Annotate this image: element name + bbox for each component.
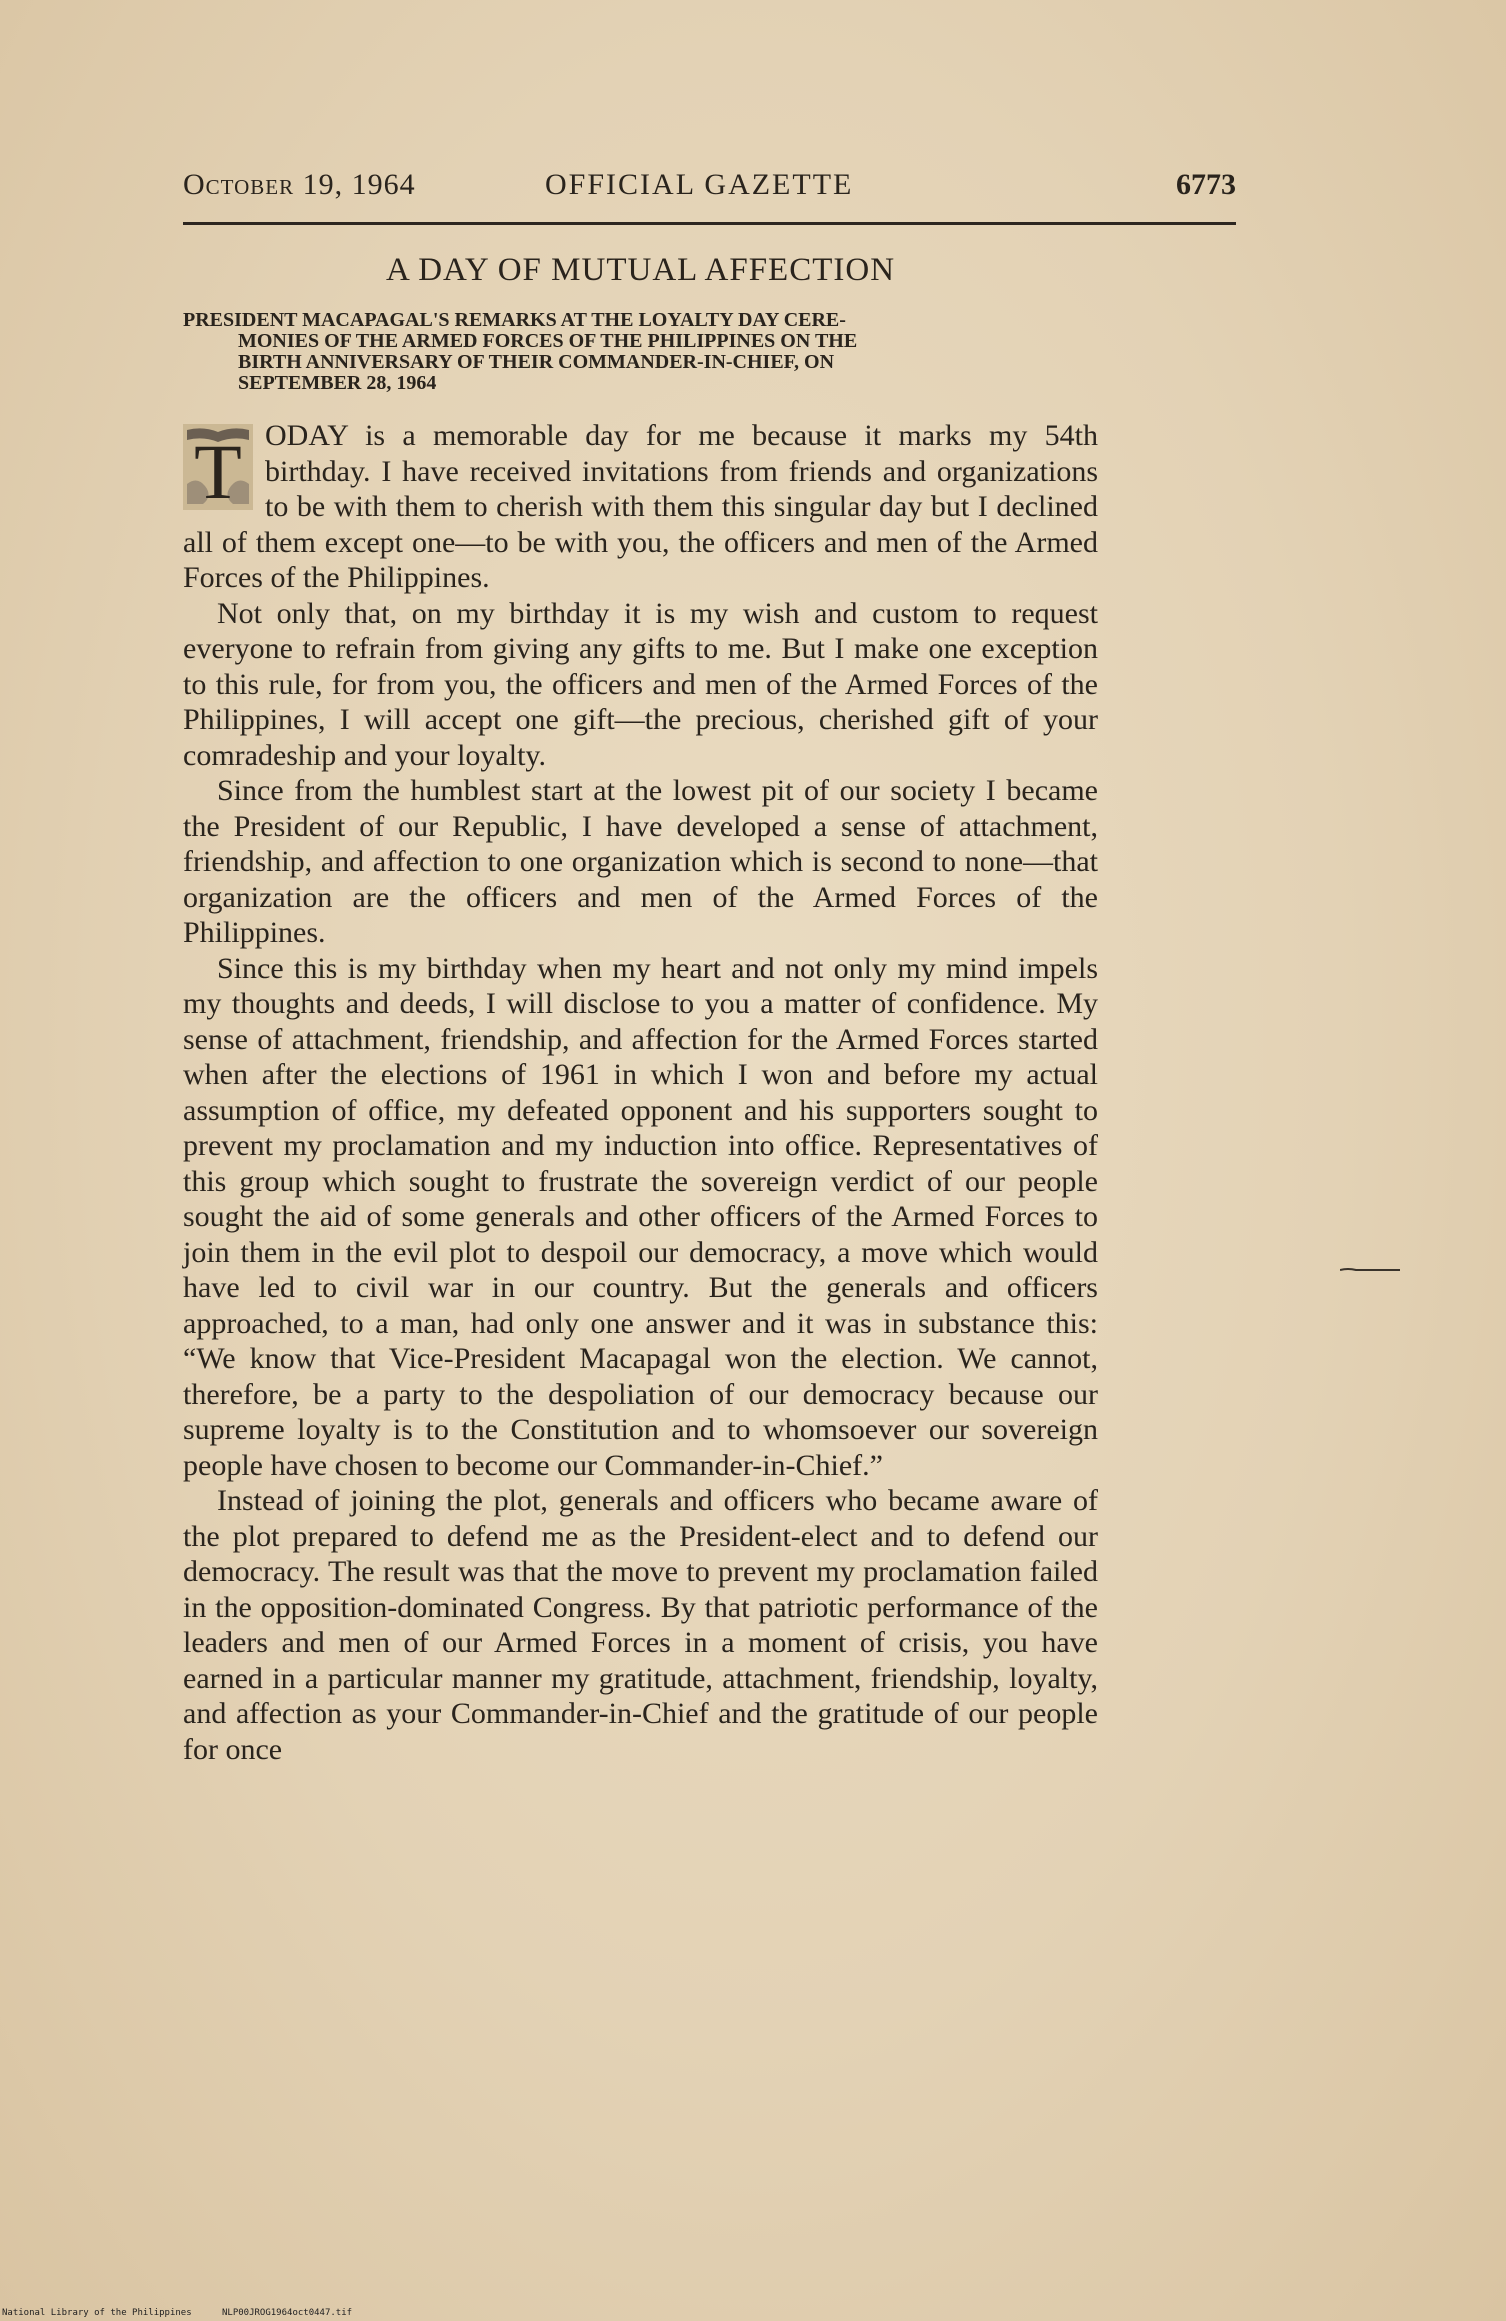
running-header [183,168,1236,208]
footer-file-id: NLP00JROG1964oct0447.tif [222,2308,353,2318]
subtitle-line: BIRTH ANNIVERSARY OF THEIR COMMANDER-IN-CHIEF, ON [238,351,835,373]
paragraph: Since from the humblest start at the lowest pit of our society I became the President of our Republic, I have developed a sense of attachment, friendship, and affection to one organization which is second to none—that organization are the officers and men of the Armed Forces of the Philippines. [183,774,1098,949]
article-subtitle [183,310,1098,394]
drop-cap-ornament-icon [183,424,253,510]
article-title: A DAY OF MUTUAL AFFECTION [385,252,896,288]
header-publication: OFFICIAL GAZETTE [545,168,854,201]
paragraph: Since this is my birthday when my heart and not only my mind impels my thoughts and deeds, I will disclose to you a matter of confidence. My sense of attachment, friendship, and affection for the Armed Forces started when after the elections of 1961 in which I won and before my actual assumption of office, my defeated opponent and his supporters sought to prevent my proclamation and my induction into office. Representatives of this group which sought to frustrate the sovereign verdict of our people sought the aid of some generals and other officers of the Armed Forces to join them in the evil plot to despoil our democracy, a move which would have led to civil war in our country. But the generals and officers approached, to a man, had only one answer and it was in substance this: “We know that Vice-President Macapagal won the election. We cannot, therefore, be a party to the despoliation of our democracy because our supreme loyalty is to the Constitution and to whomsoever our sovereign people have chosen to become our Commander-in-Chief.” [183,951,1098,1482]
paragraph [183,418,1098,596]
paragraph-text: ODAY is a memorable day for me because it marks my 54th birthday. I have received invitations from friends and organizations to be with them to cherish with them this singular day but I declined all of them except one—to be with you, the officers and men of the Armed Forces of the Philippines. [183,419,1098,594]
header-date: October 19, 1964 [183,168,416,201]
header-rule [183,222,1236,225]
paragraph: Instead of joining the plot, generals and officers who became aware of the plot prepared to defend me as the President-elect and to defend our democracy. The result was that the move to prevent my proclamation failed in the opposition-dominated Congress. By that patriotic performance of the leaders and men of our Armed Forces in a moment of crisis, you have earned in a particular manner my gratitude, attachment, friendship, loyalty, and affection as your Commander-in-Chief and the gratitude of our people for once [183,1484,1098,1766]
subtitle-line: SEPTEMBER 28, 1964 [238,372,437,394]
drop-cap-letter: T [194,428,242,510]
scan-footer [0,2306,1506,2321]
paragraph: Not only that, on my birthday it is my wish and custom to request everyone to refrain from giving any gifts to me. But I make one exception to this rule, for from you, the officers and men of the Armed Forces of the Philippines, I will accept one gift—the precious, cherished gift of your comradeship and your loyalty. [183,596,1098,772]
footer-library: National Library of the Philippines [2,2308,192,2318]
header-page-number: 6773 [1176,168,1236,201]
margin-ink-mark [1340,1268,1400,1272]
subtitle-line: MONIES OF THE ARMED FORCES OF THE PHILIPPINES ON THE [238,330,858,352]
article-body [183,418,1098,1767]
subtitle-line: PRESIDENT MACAPAGAL'S REMARKS AT THE LOYALTY DAY CERE- [183,309,846,331]
drop-cap [183,424,253,510]
